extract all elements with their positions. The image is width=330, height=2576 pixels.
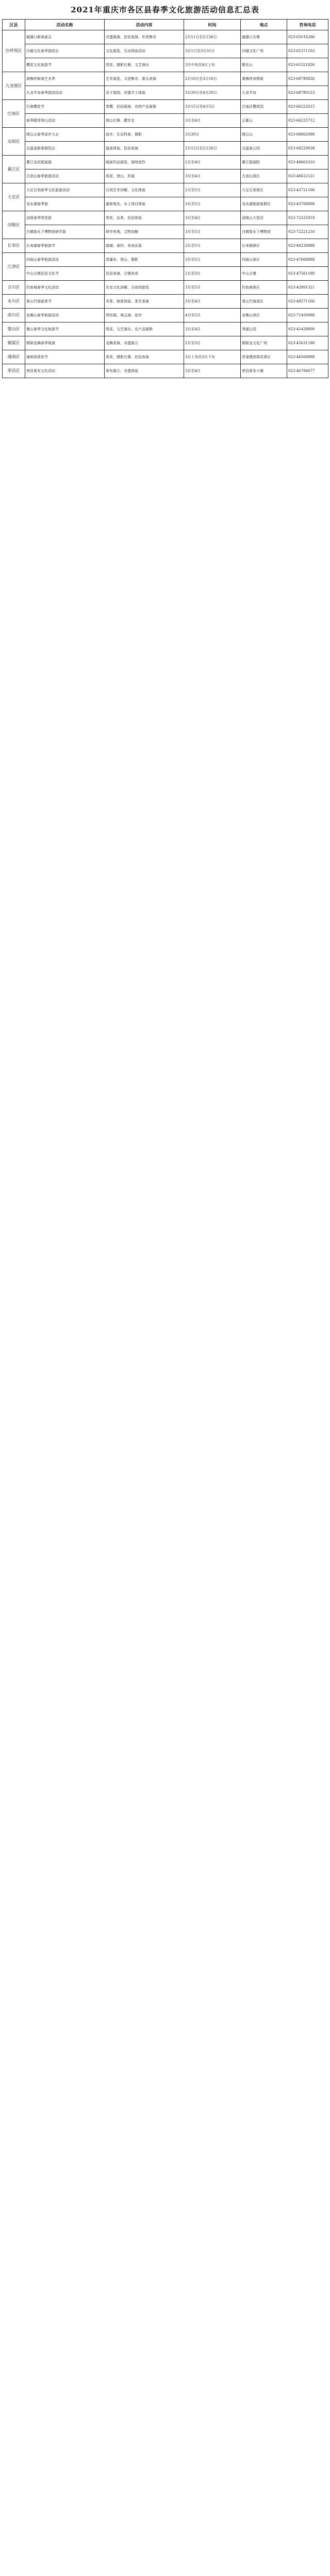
- district-cell: 荣昌区: [3, 364, 25, 378]
- table-body: [3, 30, 328, 378]
- location-cell: 四面山景区: [241, 253, 287, 267]
- page: [0, 0, 330, 378]
- time-cell: 3月15日至4月5日: [184, 100, 241, 114]
- time-cell: 2月至3月: [184, 267, 241, 281]
- phone-cell: 023-41428800: [287, 323, 328, 336]
- activity-name-cell: 长寿湖春季旅游节: [25, 239, 105, 253]
- district-cell: 永川区: [3, 295, 25, 309]
- location-cell: 綦江版画院: [241, 156, 287, 170]
- time-cell: 3月至4月: [184, 323, 241, 336]
- location-cell: 黄桷坪涂鸦街: [241, 72, 287, 86]
- table-row: [3, 267, 328, 281]
- table-row: [3, 142, 328, 156]
- location-cell: 中山古镇: [241, 267, 287, 281]
- time-cell: 3月中旬至4月上旬: [184, 58, 241, 72]
- activity-name-cell: 铜梁龙舞春季展演: [25, 336, 105, 350]
- time-cell: 2月12日至2月26日: [184, 142, 241, 156]
- phone-cell: 023-65321826: [287, 58, 328, 72]
- district-cell: 涪陵区: [3, 211, 25, 239]
- phone-cell: 023-42801321: [287, 281, 328, 295]
- table-row: [3, 44, 328, 58]
- activity-content-cell: 徒步、生态科普、摄影: [105, 128, 184, 142]
- time-cell: 3月至4月: [184, 295, 241, 309]
- activity-content-cell: 赏花、文艺演出、农产品展销: [105, 323, 184, 336]
- phone-cell: 023-49571166: [287, 295, 328, 309]
- header-cell: 区县: [3, 20, 25, 30]
- table-row: [3, 197, 328, 211]
- activity-name-cell: 巴南樱花节: [25, 100, 105, 114]
- location-cell: 古剑山景区: [241, 170, 287, 183]
- location-cell: 钓鱼城景区: [241, 281, 287, 295]
- activity-name-cell: 璧山春季文化旅游节: [25, 323, 105, 336]
- time-cell: 3月上旬至3月下旬: [184, 350, 241, 364]
- table-row: [3, 211, 328, 225]
- activity-name-cell: 磁器口新春庙会: [25, 30, 105, 44]
- time-cell: 2月11日至2月26日: [184, 30, 241, 44]
- activity-content-cell: 文化展览、互动体验活动: [105, 44, 184, 58]
- table-row: [3, 128, 328, 142]
- location-cell: 北温泉公园: [241, 142, 287, 156]
- time-cell: 3月20日: [184, 128, 241, 142]
- table-row: [3, 350, 328, 364]
- location-cell: 龙水湖旅游度假区: [241, 197, 287, 211]
- activity-content-cell: 赏瀑布、登山、摄影: [105, 253, 184, 267]
- header-cell: 时间: [184, 20, 241, 30]
- table-row: [3, 253, 328, 267]
- phone-cell: 023-66222615: [287, 100, 328, 114]
- phone-cell: 023-68780123: [287, 86, 328, 100]
- district-cell: 北碚区: [3, 128, 25, 156]
- activity-content-cell: 赏花、摄影比赛、民俗表演: [105, 350, 184, 364]
- activity-content-cell: 石刻艺术讲解、文化体验: [105, 183, 184, 197]
- location-cell: 崇龛镇油菜花景区: [241, 350, 287, 364]
- time-cell: 2月至3月: [184, 336, 241, 350]
- activity-name-cell: 钓鱼城春季文化活动: [25, 281, 105, 295]
- location-cell: 荣昌夏布小镇: [241, 364, 287, 378]
- location-cell: 沙磁文化广场: [241, 44, 287, 58]
- header-cell: 地点: [241, 20, 287, 30]
- district-cell: 铜梁区: [3, 336, 25, 350]
- table-row: [3, 225, 328, 239]
- phone-cell: 023-66225712: [287, 114, 328, 128]
- district-cell: 九龙坡区: [3, 72, 25, 100]
- activity-content-cell: 亲子游园、非遗手工体验: [105, 86, 184, 100]
- table-row: [3, 170, 328, 183]
- district-cell: 大足区: [3, 183, 25, 211]
- location-cell: 大足石刻景区: [241, 183, 287, 197]
- activity-name-cell: 春季踏青登山活动: [25, 114, 105, 128]
- phone-cell: 023-71450088: [287, 309, 328, 323]
- phone-cell: 023-43768888: [287, 197, 328, 211]
- activity-content-cell: 民俗表演、古镇美食: [105, 267, 184, 281]
- phone-cell: 023-68220038: [287, 142, 328, 156]
- district-cell: 南川区: [3, 309, 25, 323]
- activity-content-cell: 版画作品展览、现场创作: [105, 156, 184, 170]
- activity-content-cell: 赏樱、民俗展演、农特产品展销: [105, 100, 184, 114]
- activity-content-cell: 赏花、登山、祈福: [105, 170, 184, 183]
- location-cell: 金佛山景区: [241, 309, 287, 323]
- activity-name-cell: 黄桷坪新春艺术季: [25, 72, 105, 86]
- activity-name-cell: 缙云山春季徒步大会: [25, 128, 105, 142]
- activity-content-cell: 温泉体验、民俗表演: [105, 142, 184, 156]
- activity-content-cell: 赏花、品茶、民俗体验: [105, 211, 184, 225]
- location-cell: 磁器口古镇: [241, 30, 287, 44]
- activity-content-cell: 采茶、制茶体验、茶艺表演: [105, 295, 184, 309]
- table-row: [3, 336, 328, 350]
- phone-cell: 023-44568888: [287, 350, 328, 364]
- time-cell: 3月20日至4月20日: [184, 86, 241, 100]
- activity-name-cell: 龙水湖春季游: [25, 197, 105, 211]
- district-cell: 綦江区: [3, 156, 25, 183]
- location-cell: 武陵山大裂谷: [241, 211, 287, 225]
- activity-name-cell: 大足石刻春季文化旅游活动: [25, 183, 105, 197]
- table-row: [3, 72, 328, 86]
- activity-name-cell: 金佛山春季旅游活动: [25, 309, 105, 323]
- table-row: [3, 323, 328, 336]
- activity-name-cell: 涪陵春季赏花游: [25, 211, 105, 225]
- location-cell: 九龙半岛: [241, 86, 287, 100]
- table-row: [3, 281, 328, 295]
- time-cell: 2月至5月: [184, 183, 241, 197]
- location-cell: 白鹤梁水下博物馆: [241, 225, 287, 239]
- time-cell: 2月10日至3月10日: [184, 72, 241, 86]
- activity-content-cell: 登山比赛、健步走: [105, 114, 184, 128]
- time-cell: 3月至5月: [184, 197, 241, 211]
- activity-name-cell: 潼南油菜花节: [25, 350, 105, 364]
- activity-name-cell: 樱花文化旅游节: [25, 58, 105, 72]
- table-row: [3, 58, 328, 72]
- district-cell: 江津区: [3, 253, 25, 281]
- activity-content-cell: 历史文化讲解、古战场游览: [105, 281, 184, 295]
- district-cell: 巴南区: [3, 100, 25, 128]
- location-cell: 铜梁龙文化广场: [241, 336, 287, 350]
- activity-content-cell: 夏布展示、非遗体验: [105, 364, 184, 378]
- activity-content-cell: 游湖、垂钓、美食品鉴: [105, 239, 184, 253]
- time-cell: 3月至4月: [184, 211, 241, 225]
- location-cell: 缙云山: [241, 128, 287, 142]
- district-cell: 合川区: [3, 281, 25, 295]
- phone-cell: 023-43721166: [287, 183, 328, 197]
- location-cell: 秀湖公园: [241, 323, 287, 336]
- phone-cell: 023-46786677: [287, 364, 328, 378]
- time-cell: 3月至5月: [184, 253, 241, 267]
- activity-name-cell: 沙磁文化春季游园会: [25, 44, 105, 58]
- table-row: [3, 114, 328, 128]
- activity-name-cell: 白鹤梁水下博物馆研学游: [25, 225, 105, 239]
- phone-cell: 023-48622121: [287, 170, 328, 183]
- location-cell: 巴南区樱花园: [241, 100, 287, 114]
- activity-name-cell: 中山古镇民俗文化节: [25, 267, 105, 281]
- phone-cell: 023-47668888: [287, 253, 328, 267]
- table-row: [3, 309, 328, 323]
- activity-content-cell: 赏杜鹃、观云海、徒步: [105, 309, 184, 323]
- activity-content-cell: 赏花、摄影比赛、文艺演出: [105, 58, 184, 72]
- activity-content-cell: 非遗展演、民俗表演、年货集市: [105, 30, 184, 44]
- time-cell: 3月至5月: [184, 225, 241, 239]
- time-cell: 3月至5月: [184, 239, 241, 253]
- header-cell: 活动内容: [105, 20, 184, 30]
- time-cell: 3月至4月: [184, 364, 241, 378]
- activity-name-cell: 四面山春季旅游活动: [25, 253, 105, 267]
- header-row: [3, 20, 328, 30]
- district-cell: 璧山区: [3, 323, 25, 336]
- activity-content-cell: 湖景观光、水上项目体验: [105, 197, 184, 211]
- header-cell: 咨询电话: [287, 20, 328, 30]
- location-cell: 长寿湖景区: [241, 239, 287, 253]
- time-cell: 3月至4月: [184, 170, 241, 183]
- district-cell: 沙坪坝区: [3, 30, 25, 72]
- time-cell: 3月至5月: [184, 281, 241, 295]
- table-row: [3, 100, 328, 114]
- district-cell: 潼南区: [3, 350, 25, 364]
- activity-name-cell: 九龙半岛春季游园活动: [25, 86, 105, 100]
- time-cell: 3月1日至3月31日: [184, 44, 241, 58]
- table-row: [3, 295, 328, 309]
- events-table: [2, 19, 328, 378]
- table-row: [3, 183, 328, 197]
- time-cell: 4月至5月: [184, 309, 241, 323]
- location-cell: 云篆山: [241, 114, 287, 128]
- phone-cell: 023-72225018: [287, 211, 328, 225]
- activity-content-cell: 研学参观、文物讲解: [105, 225, 184, 239]
- time-cell: 2月至4月: [184, 156, 241, 170]
- phone-cell: 023-72221216: [287, 225, 328, 239]
- activity-name-cell: 茶山竹海春茶节: [25, 295, 105, 309]
- district-cell: 长寿区: [3, 239, 25, 253]
- activity-name-cell: 北温泉新春游园会: [25, 142, 105, 156]
- table-row: [3, 86, 328, 100]
- location-cell: 歌乐山: [241, 58, 287, 72]
- phone-cell: 023-65371103: [287, 44, 328, 58]
- table-row: [3, 364, 328, 378]
- phone-cell: 023-68862088: [287, 128, 328, 142]
- phone-cell: 023-65016286: [287, 30, 328, 44]
- activity-content-cell: 龙舞表演、非遗展示: [105, 336, 184, 350]
- header-cell: 活动名称: [25, 20, 105, 30]
- activity-name-cell: 綦江农民版画展: [25, 156, 105, 170]
- page-title: 2021年重庆市各区县春季文化旅游活动信息汇总表: [71, 5, 259, 14]
- phone-cell: 023-48663310: [287, 156, 328, 170]
- activity-content-cell: 艺术展览、文创集市、街头表演: [105, 72, 184, 86]
- table-row: [3, 30, 328, 44]
- location-cell: 茶山竹海景区: [241, 295, 287, 309]
- phone-cell: 023-45631188: [287, 336, 328, 350]
- time-cell: 3月至4月: [184, 114, 241, 128]
- table-row: [3, 156, 328, 170]
- phone-cell: 023-68780826: [287, 72, 328, 86]
- phone-cell: 023-40230888: [287, 239, 328, 253]
- table-row: [3, 239, 328, 253]
- phone-cell: 023-47561188: [287, 267, 328, 281]
- activity-name-cell: 古剑山春季旅游活动: [25, 170, 105, 183]
- activity-name-cell: 荣昌夏布文化活动: [25, 364, 105, 378]
